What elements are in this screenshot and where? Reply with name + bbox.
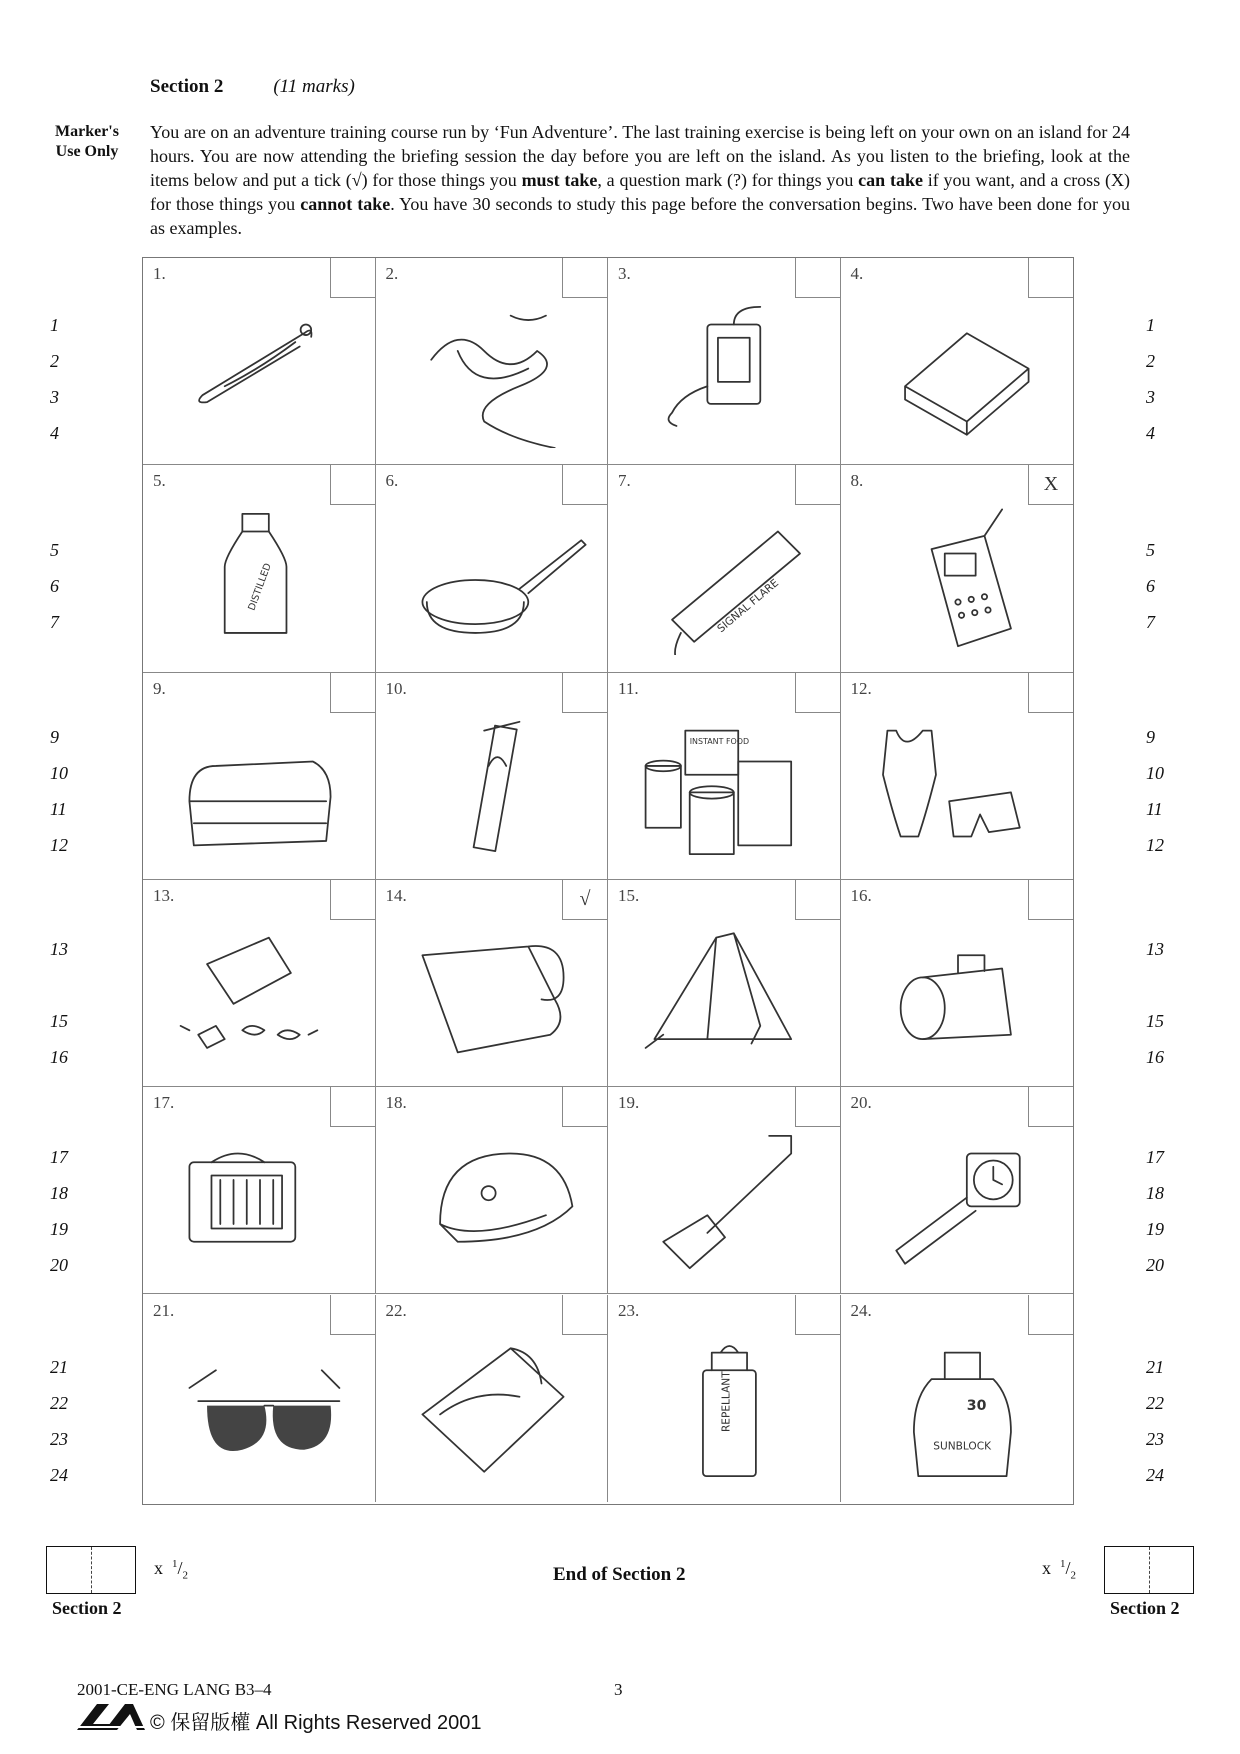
item-number: 22. [385, 1300, 407, 1320]
item-cell [608, 1295, 841, 1502]
margin-question-number: 18 [50, 1183, 68, 1204]
answer-box[interactable] [1028, 258, 1073, 298]
item-cell [608, 1087, 841, 1294]
answer-box[interactable] [795, 880, 840, 920]
margin-question-number: 4 [1146, 423, 1155, 443]
answer-box[interactable] [330, 1087, 375, 1127]
swimsuit-icon [863, 713, 1053, 863]
margin-question-number: 24 [50, 1464, 68, 1485]
item-cell [143, 1295, 376, 1502]
item-cell [143, 1087, 376, 1294]
answer-box[interactable] [795, 1295, 840, 1335]
item-number: 11. [618, 678, 639, 698]
item-cell [143, 258, 376, 465]
margin-question-number: 18 [1146, 1183, 1164, 1204]
answer-box[interactable] [1028, 1087, 1073, 1127]
answer-box[interactable] [562, 673, 607, 713]
margin-question-number: 2 [1146, 351, 1155, 371]
canned-food-icon [630, 713, 820, 863]
item-cell [841, 880, 1074, 1087]
end-of-section: End of Section 2 [553, 1564, 686, 1585]
answer-box[interactable] [562, 1295, 607, 1335]
marker-line1: Marker's [55, 123, 119, 140]
answer-box[interactable] [330, 673, 375, 713]
margin-question-number: 13 [50, 938, 68, 959]
item-number: 6. [385, 471, 399, 491]
answer-box[interactable] [1028, 673, 1073, 713]
item-cell [841, 258, 1074, 465]
item-number: 21. [153, 1300, 175, 1320]
answer-box[interactable] [562, 1087, 607, 1127]
sunglasses-icon [165, 1335, 355, 1485]
section-label-right: Section 2 [1110, 1598, 1180, 1618]
margin-question-number: 22 [1146, 1392, 1164, 1413]
item-number: 5. [153, 471, 166, 491]
margin-question-number: 17 [50, 1147, 68, 1168]
marker-line2: Use Only [55, 143, 119, 160]
signal-flare-icon [630, 505, 820, 655]
margin-question-number: 11 [1146, 798, 1163, 819]
item-number: 15. [618, 885, 640, 905]
item-cell [841, 1295, 1074, 1502]
margin-question-number: 20 [1146, 1255, 1164, 1276]
item-number: 18. [385, 1093, 407, 1113]
svg-text:30: 30 [966, 1397, 986, 1414]
score-box-right[interactable] [1104, 1546, 1194, 1594]
score-box-left[interactable] [46, 1546, 136, 1594]
shovel-icon [630, 1127, 820, 1277]
item-cell [841, 465, 1074, 672]
section-title: Section 2 [150, 76, 224, 97]
item-number: 17. [153, 1093, 175, 1113]
margin-question-number: 13 [1146, 938, 1164, 959]
margin-question-number: 21 [50, 1356, 68, 1377]
item-number: 23. [618, 1300, 640, 1320]
pillow-icon [398, 1335, 588, 1485]
sweets-icon [165, 920, 355, 1070]
item-number: 20. [850, 1093, 872, 1113]
item-number: 3. [618, 264, 631, 283]
walkman-icon [630, 298, 820, 448]
item-number: 1. [153, 264, 166, 283]
item-cell [841, 673, 1074, 880]
svg-text:INSTANT FOOD: INSTANT FOOD [689, 736, 750, 746]
margin-question-number: 17 [1146, 1147, 1164, 1168]
water-bottle-icon [165, 505, 355, 655]
section-heading [150, 76, 355, 98]
torch-icon [863, 920, 1053, 1070]
item-number: 12. [850, 678, 872, 698]
margin-question-number: 12 [1146, 834, 1164, 855]
margin-question-number: 11 [50, 798, 67, 819]
item-number: 7. [618, 471, 631, 491]
margin-question-number: 23 [1146, 1428, 1164, 1449]
book-icon [863, 298, 1053, 448]
insect-repellent-icon [630, 1335, 820, 1485]
margin-question-number: 5 [1146, 540, 1155, 561]
item-cell [376, 465, 609, 672]
tent-icon [630, 920, 820, 1070]
item-number: 9. [153, 678, 166, 698]
item-cell [376, 1295, 609, 1502]
svg-text:SUNBLOCK: SUNBLOCK [932, 1440, 991, 1453]
answer-box[interactable] [330, 1295, 375, 1335]
margin-question-number: 15 [1146, 1010, 1164, 1031]
margin-question-number: 9 [50, 726, 59, 747]
half-multiplier-left: x $^1/_2$ [154, 1558, 189, 1582]
sleeping-mat-icon [398, 920, 588, 1070]
answer-box[interactable]: X [1028, 465, 1073, 505]
section-label-left: Section 2 [52, 1598, 122, 1618]
margin-question-number: 19 [50, 1219, 68, 1240]
margin-question-number: 3 [1146, 387, 1155, 407]
item-cell [376, 1087, 609, 1294]
item-cell [143, 673, 376, 880]
margin-question-number: 24 [1146, 1464, 1164, 1485]
item-number: 4. [850, 264, 864, 283]
margin-question-number: 1 [1146, 315, 1155, 335]
item-number: 8. [850, 471, 864, 491]
copyright-text: © 保留版權 All Rights Reserved 2001 [150, 1712, 482, 1734]
margin-question-number: 12 [50, 834, 68, 855]
item-number: 24. [850, 1300, 872, 1320]
answer-box[interactable]: √ [562, 880, 607, 920]
margin-question-number: 20 [50, 1255, 68, 1276]
margin-question-number: 6 [50, 576, 59, 597]
item-number: 19. [618, 1093, 640, 1113]
sunblock-icon [863, 1335, 1053, 1485]
answer-box[interactable] [1028, 880, 1073, 920]
frying-pan-icon [398, 505, 588, 655]
answer-box[interactable] [330, 258, 375, 298]
item-cell [143, 465, 376, 672]
margin-question-number: 7 [1146, 612, 1155, 633]
margin-question-number: 16 [50, 1046, 68, 1067]
radio-icon [165, 1127, 355, 1277]
margin-question-number: 10 [1146, 762, 1164, 783]
margin-question-number: 3 [50, 387, 59, 407]
answer-box[interactable] [795, 465, 840, 505]
page-number: 3 [614, 1680, 623, 1699]
penknife-icon [165, 298, 355, 448]
svg-text:REPELLANT: REPELLANT [720, 1370, 733, 1432]
item-cell [608, 880, 841, 1087]
svg-text:SIGNAL FLARE: SIGNAL FLARE [715, 577, 782, 636]
section-marks: (11 marks) [273, 76, 355, 97]
margin-question-number: 23 [50, 1428, 68, 1449]
margin-question-number: 1 [50, 315, 59, 335]
margin-question-number: 15 [50, 1010, 68, 1031]
answer-box[interactable] [562, 258, 607, 298]
item-cell [608, 673, 841, 880]
answer-box[interactable] [330, 465, 375, 505]
item-number: 2. [385, 264, 399, 283]
margin-question-number: 16 [1146, 1046, 1164, 1067]
answer-box[interactable] [795, 673, 840, 713]
half-multiplier-right: x $^1/_2$ [1042, 1558, 1077, 1582]
margin-question-number: 5 [50, 540, 59, 561]
margin-question-number: 4 [50, 423, 59, 443]
instructions-text: You are on an adventure training course run by ‘Fun Adventure’. The last training exercise is being left on your own on an island for 24 hours. You are now attending the briefing session the day before you are left on the island. As you listen to the briefing, look at the items below and put a tick (√) for those things you must take, a question mark (?) for things you can take if you want, and a cross (X) for those things you cannot take. You have 30 seconds to study this page before the conversation begins. Two have been done for you as examples. [150, 122, 1130, 238]
mobile-phone-icon [863, 505, 1053, 655]
item-cell [143, 880, 376, 1087]
item-cell [376, 673, 609, 880]
margin-question-number: 22 [50, 1392, 68, 1413]
item-cell [376, 258, 609, 465]
answer-box[interactable] [795, 258, 840, 298]
cap-icon [398, 1127, 588, 1277]
svg-text:DISTILLED: DISTILLED [246, 562, 274, 613]
item-cell [608, 465, 841, 672]
watch-icon [863, 1127, 1053, 1277]
item-number: 10. [385, 678, 407, 698]
exam-code: 2001-CE-ENG LANG B3–4 [77, 1680, 272, 1699]
markers-use-only-label [42, 122, 132, 162]
answer-box[interactable] [562, 465, 607, 505]
hkeaa-logo-icon [75, 1700, 147, 1732]
answer-box[interactable] [1028, 1295, 1073, 1335]
rope-icon [398, 298, 588, 448]
matches-icon [398, 713, 588, 863]
item-cell [841, 1087, 1074, 1294]
items-grid [142, 257, 1074, 1505]
item-cell [608, 258, 841, 465]
towel-icon [165, 713, 355, 863]
margin-question-number: 2 [50, 351, 59, 371]
margin-question-number: 6 [1146, 576, 1155, 597]
answer-box[interactable] [330, 880, 375, 920]
item-number: 13. [153, 885, 175, 905]
margin-question-number: 7 [50, 612, 59, 633]
margin-question-number: 10 [50, 762, 68, 783]
answer-box[interactable] [795, 1087, 840, 1127]
margin-question-number: 19 [1146, 1219, 1164, 1240]
item-cell [376, 880, 609, 1087]
item-number: 14. [385, 885, 407, 905]
margin-question-number: 9 [1146, 726, 1155, 747]
margin-question-number: 21 [1146, 1356, 1164, 1377]
item-number: 16. [850, 885, 872, 905]
